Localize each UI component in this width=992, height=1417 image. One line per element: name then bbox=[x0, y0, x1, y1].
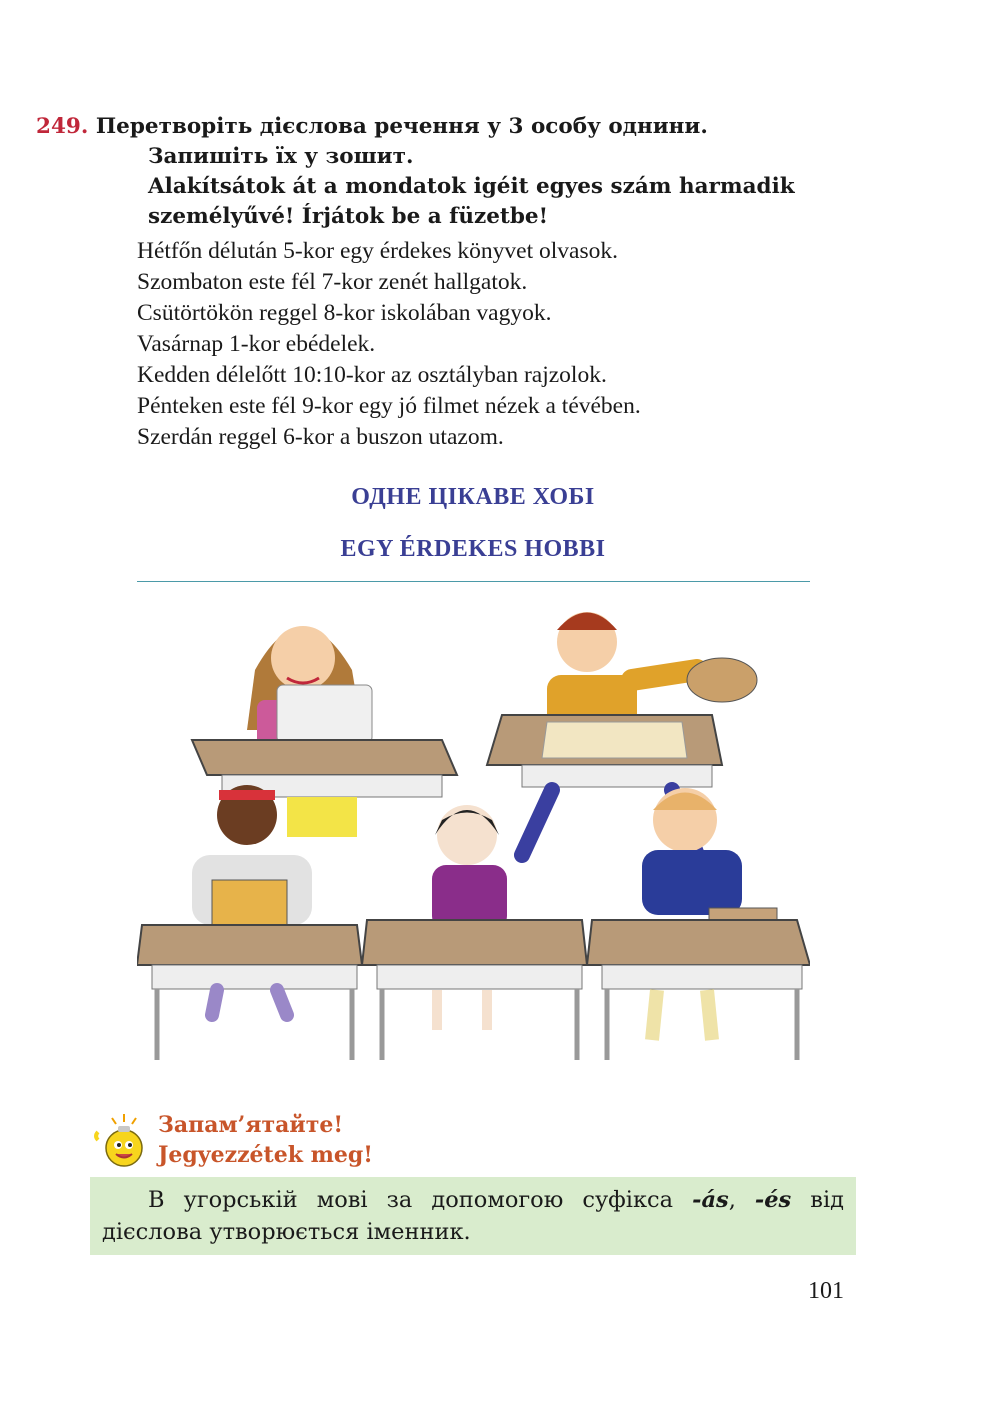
rule-text bbox=[90, 1177, 856, 1248]
girl-with-plant bbox=[432, 805, 507, 930]
instruction-ua-line-1: Перетворіть дієслова речення у 3 особу однини. bbox=[95, 114, 708, 139]
remember-label-ua: Запам’ятайте! bbox=[158, 1112, 343, 1138]
sentence: Vasárnap 1-kor ebédelek. bbox=[137, 331, 376, 357]
remember-label-hu: Jegyezzétek meg! bbox=[158, 1142, 373, 1168]
sentence: Szerdán reggel 6-kor a buszon utazom. bbox=[137, 424, 504, 450]
boy-with-test-tubes bbox=[642, 788, 777, 936]
sentence: Szombaton este fél 7-kor zenét hallgatok. bbox=[137, 269, 528, 295]
page-number: 101 bbox=[808, 1278, 844, 1304]
instruction-hu-line-2: személyűvé! Írjátok be a füzetbe! bbox=[148, 204, 549, 229]
suffix-as: -ás bbox=[692, 1187, 729, 1213]
instruction-ua-line-2: Запишіть їх у зошит. bbox=[148, 144, 414, 169]
exercise-instruction bbox=[36, 112, 856, 232]
section-title-hu: EGY ÉRDEKES HOBBI bbox=[340, 536, 606, 562]
section-title-ua: ОДНЕ ЦІКАВЕ ХОБІ bbox=[351, 484, 595, 510]
girl-with-laptop bbox=[247, 626, 372, 750]
sentence: Csütörtökön reggel 8-kor iskolában vagyok. bbox=[137, 300, 552, 326]
desk-front-row bbox=[137, 920, 810, 1060]
classroom-children-hobbies-illustration bbox=[137, 590, 810, 1080]
sentence: Kedden délelőtt 10:10-kor az osztályban rajzolok. bbox=[137, 362, 607, 388]
lightbulb-mascot-icon bbox=[88, 1108, 154, 1174]
exercise-number: 249. bbox=[36, 114, 89, 139]
rule-text-after: від дієслова утворюється іменник. bbox=[102, 1187, 844, 1245]
sentence: Pénteken este fél 9-kor egy jó filmet nézek a tévében. bbox=[137, 393, 641, 419]
instruction-hu-line-1: Alakítsátok át a mondatok igéit egyes szám harmadik bbox=[148, 174, 795, 199]
suffix-es: -és bbox=[754, 1187, 792, 1213]
rule-box bbox=[90, 1177, 856, 1255]
sentence-list bbox=[137, 236, 897, 453]
section-divider bbox=[137, 581, 810, 582]
rule-text-before: В угорській мові за допомогою суфікса bbox=[148, 1187, 693, 1213]
rule-comma: , bbox=[728, 1187, 755, 1213]
remember-label bbox=[158, 1110, 373, 1170]
sentence: Hétfőn délután 5-kor egy érdekes könyvet olvasok. bbox=[137, 238, 618, 264]
